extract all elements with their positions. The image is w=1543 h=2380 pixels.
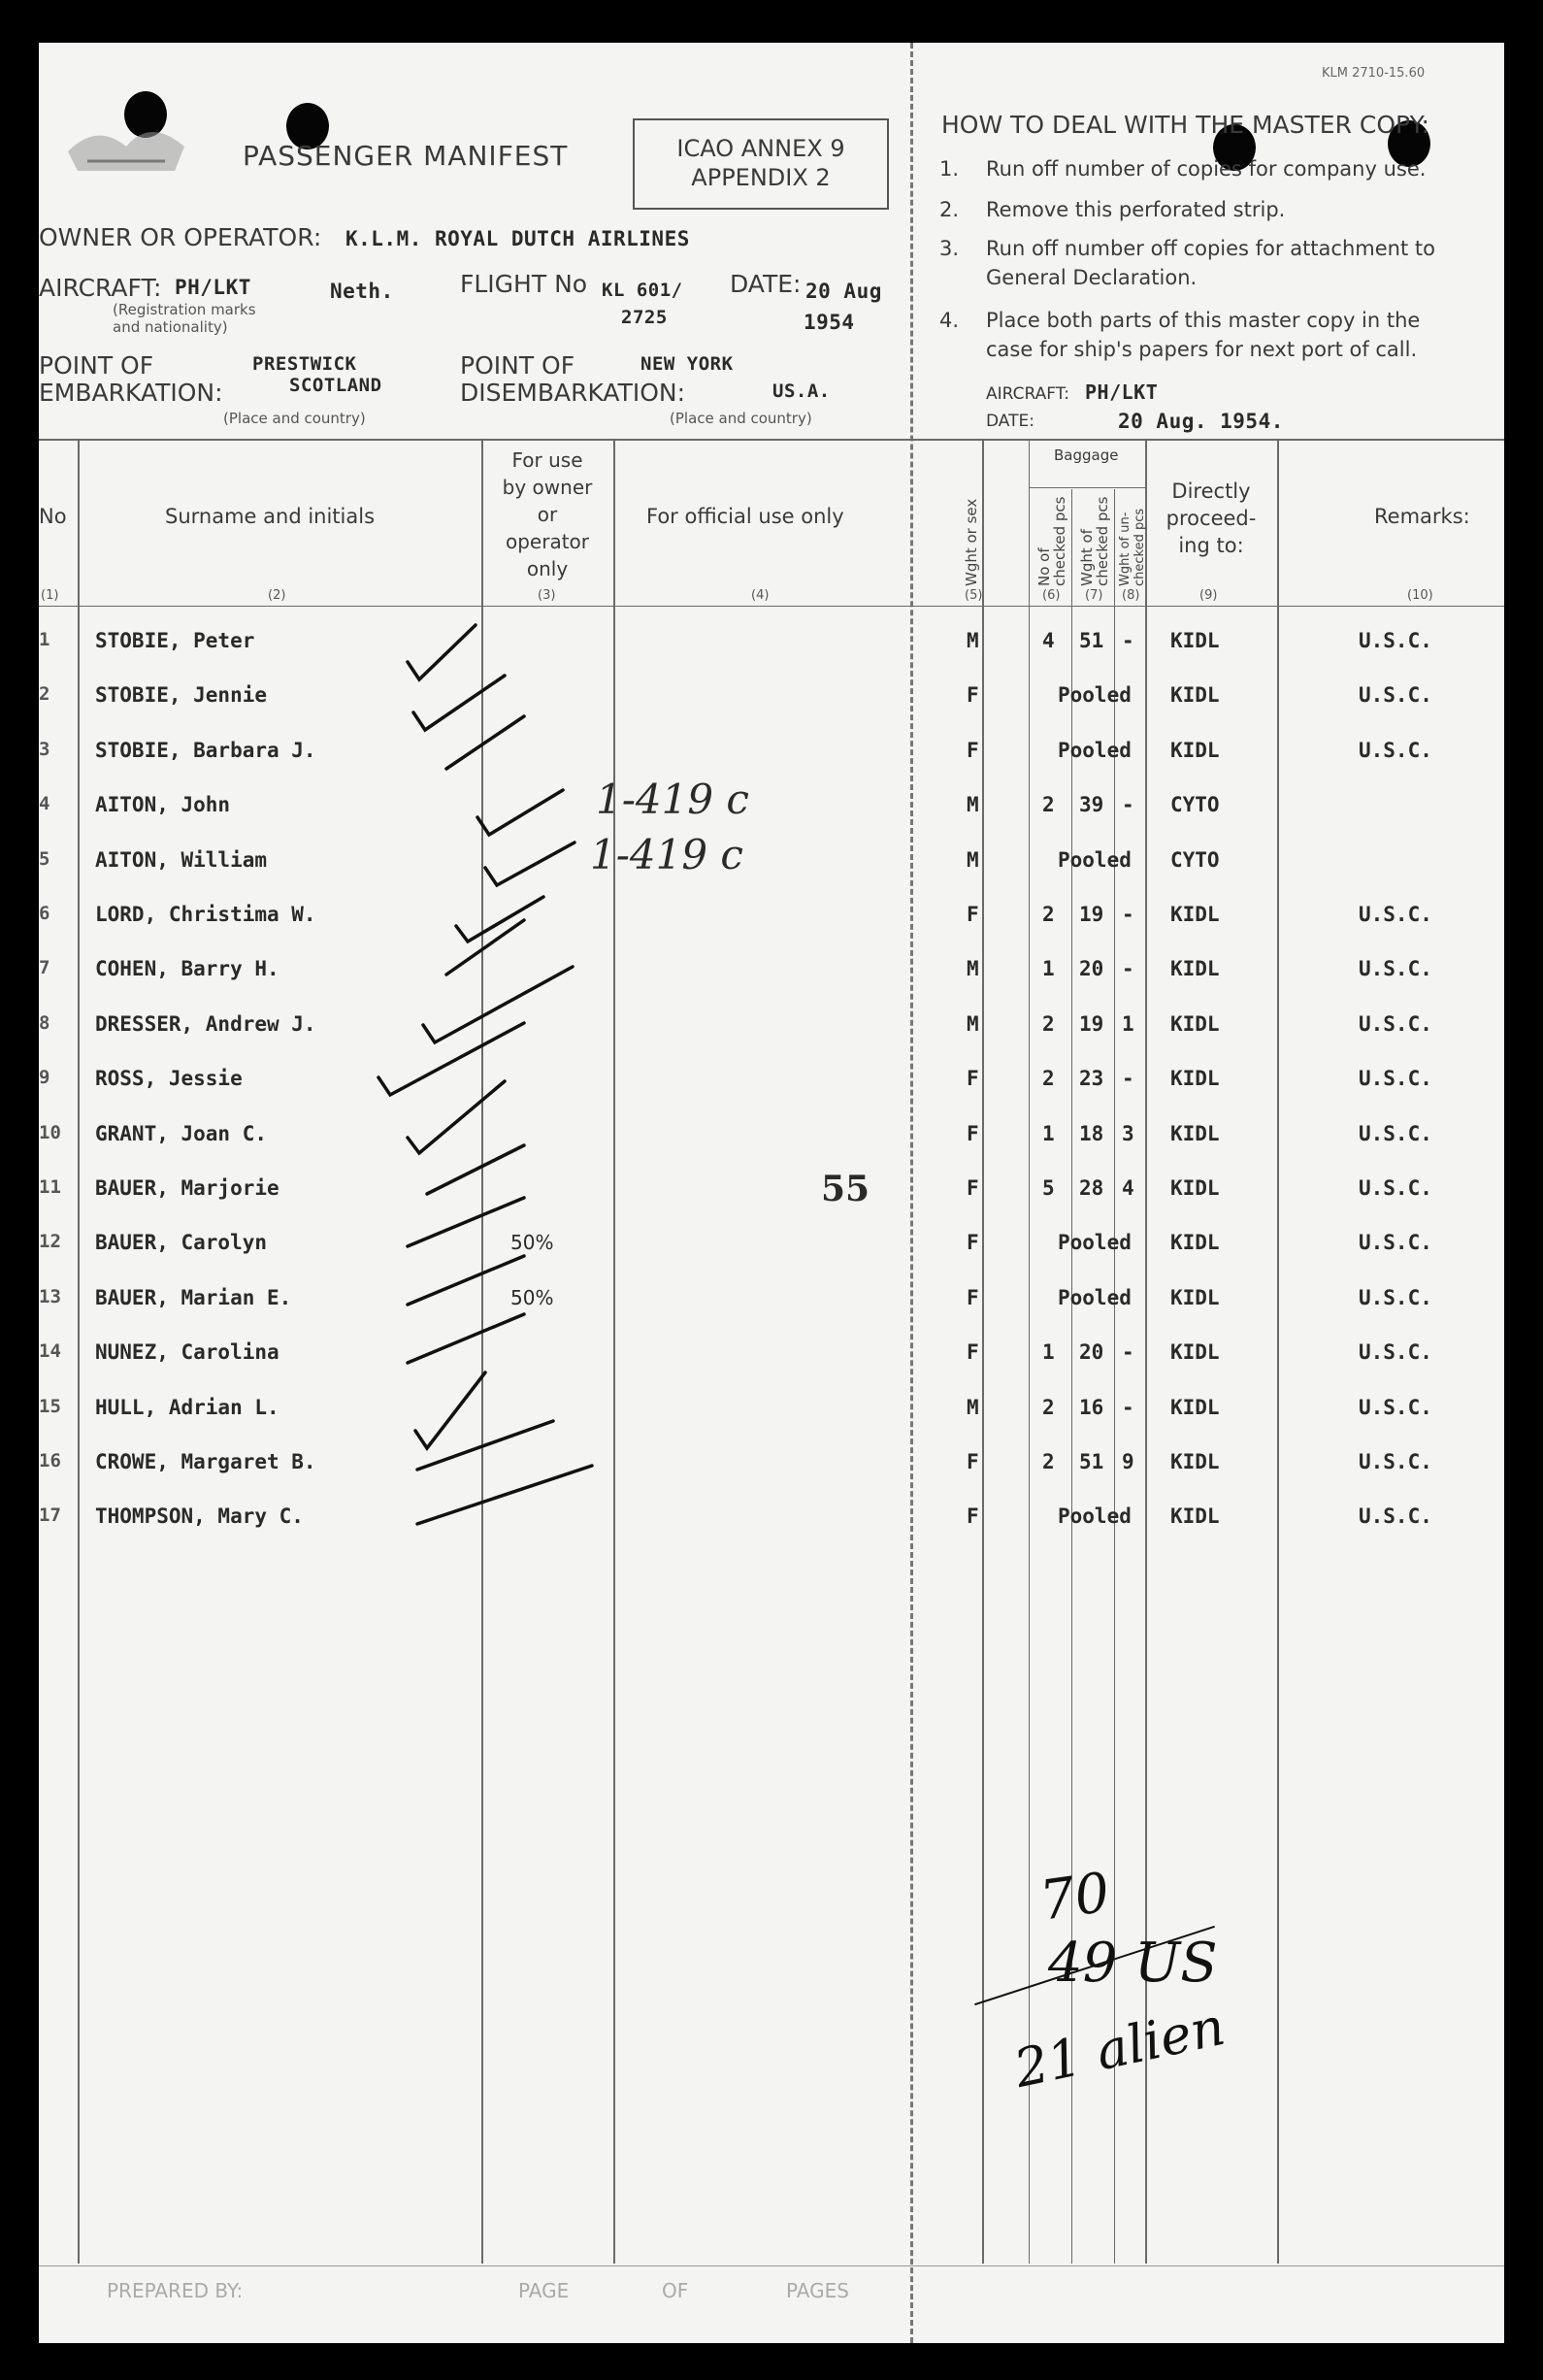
cell-wght: 23: [1079, 1067, 1104, 1090]
cell-remarks: U.S.C.: [1359, 1012, 1432, 1036]
cell-remarks: U.S.C.: [1359, 629, 1432, 652]
cell-pcs: 5: [1042, 1176, 1055, 1200]
cell-name: STOBIE, Barbara J.: [95, 739, 316, 762]
cell-unch: 9: [1122, 1450, 1134, 1473]
cell-dest: KIDL: [1170, 1450, 1220, 1473]
table-bottom-rule: [39, 2265, 1504, 2266]
perforation-line: [910, 43, 913, 2343]
cell-no: 11: [39, 1176, 61, 1198]
cell-pcs: 2: [1042, 1067, 1055, 1090]
col-owner-use: [483, 446, 611, 582]
cell-no: 15: [39, 1396, 61, 1417]
cell-pooled: Pooled: [1058, 848, 1132, 872]
cell-no: 4: [39, 793, 50, 814]
cell-unch: -: [1122, 629, 1134, 652]
cell-sex: M: [967, 848, 979, 872]
cell-pooled: Pooled: [1058, 1231, 1132, 1254]
disembarkation-value-2: US.A.: [772, 380, 831, 402]
baggage-rule: [1029, 487, 1145, 488]
instr-text-3: Run off number off copies for attachment to: [986, 237, 1435, 260]
cell-unch: 1: [1122, 1012, 1134, 1036]
cell-no: 10: [39, 1122, 61, 1143]
cell-remarks: U.S.C.: [1359, 1450, 1432, 1473]
cell-no: 16: [39, 1450, 61, 1471]
cell-sex: M: [967, 1396, 979, 1419]
cell-dest: CYTO: [1170, 848, 1220, 872]
owner-label: OWNER OR OPERATOR:: [39, 223, 322, 251]
col-directly-2: proceed-: [1165, 507, 1257, 530]
instructions-heading: HOW TO DEAL WITH THE MASTER COPY:: [941, 111, 1429, 139]
col-surname: Surname and initials: [165, 505, 376, 528]
embarkation-label: EMBARKATION:: [39, 379, 223, 407]
cell-name: BAUER, Marian E.: [95, 1286, 292, 1309]
col-num-9: (9): [1199, 588, 1218, 603]
cell-remarks: U.S.C.: [1359, 1340, 1432, 1364]
cell-name: ROSS, Jessie: [95, 1067, 243, 1090]
cell-remarks: U.S.C.: [1359, 957, 1432, 980]
cell-dest: KIDL: [1170, 957, 1220, 980]
col-num-4: (4): [751, 588, 770, 603]
cell-sex: F: [967, 1450, 979, 1473]
cell-unch: -: [1122, 1067, 1134, 1090]
cell-sex: F: [967, 903, 979, 926]
cell-wght: 39: [1079, 793, 1104, 816]
cell-no: 14: [39, 1340, 61, 1362]
cell-remarks: U.S.C.: [1359, 1122, 1432, 1145]
cell-no: 7: [39, 957, 50, 978]
disembarkation-label: DISEMBARKATION:: [460, 379, 686, 407]
col-num-7: (7): [1085, 588, 1103, 603]
col-no-checked: [1036, 497, 1067, 586]
pages-label: PAGES: [786, 2279, 849, 2302]
cell-pcs: 2: [1042, 903, 1055, 926]
cell-name: STOBIE, Peter: [95, 629, 255, 652]
cell-dest: KIDL: [1170, 1122, 1220, 1145]
owner-value: K.L.M. ROYAL DUTCH AIRLINES: [345, 227, 690, 250]
cell-official: 1-419 c: [596, 776, 749, 823]
flight-value: KL 601/: [602, 280, 683, 301]
cell-sex: M: [967, 629, 979, 652]
cell-no: 2: [39, 683, 50, 705]
cell-name: GRANT, Joan C.: [95, 1122, 268, 1145]
col-directly-1: Directly: [1171, 479, 1251, 503]
cell-dest: KIDL: [1170, 1340, 1220, 1364]
cell-remarks: U.S.C.: [1359, 1231, 1432, 1254]
col-directly-3: ing to:: [1178, 534, 1244, 557]
cell-sex: F: [967, 1231, 979, 1254]
cell-pooled: Pooled: [1058, 739, 1132, 762]
col-official: For official use only: [646, 505, 844, 528]
cell-pooled: Pooled: [1058, 1286, 1132, 1309]
cell-remarks: U.S.C.: [1359, 1504, 1432, 1528]
cell-dest: KIDL: [1170, 1012, 1220, 1036]
cell-no: 13: [39, 1286, 61, 1307]
cell-name: BAUER, Marjorie: [95, 1176, 279, 1200]
cell-remarks: U.S.C.: [1359, 903, 1432, 926]
cell-dest: KIDL: [1170, 1286, 1220, 1309]
col-directly: [1147, 478, 1275, 559]
col-owner-use-3: or: [537, 503, 558, 526]
col-owner-use-2: by owner: [502, 476, 593, 499]
col-wght-checked-2: checked pcs: [1094, 496, 1111, 586]
col-num-8: (8): [1122, 588, 1140, 603]
page-label: PAGE: [518, 2279, 570, 2302]
col-divider: [1277, 439, 1279, 2264]
instr-aircraft-value: PH/LKT: [1085, 380, 1159, 404]
instr-date-label: DATE:: [986, 412, 1034, 431]
cell-name: NUNEZ, Carolina: [95, 1340, 279, 1364]
cell-sex: F: [967, 1067, 979, 1090]
icao-line-2: APPENDIX 2: [691, 164, 831, 191]
reg-note-2: and nationality): [113, 318, 228, 336]
cell-owner: 50%: [510, 1286, 554, 1309]
instr-text-2: Remove this perforated strip.: [986, 198, 1286, 221]
cell-no: 3: [39, 739, 50, 760]
cell-remarks: U.S.C.: [1359, 1176, 1432, 1200]
cell-no: 17: [39, 1504, 61, 1526]
col-num-1: (1): [41, 588, 59, 603]
cell-wght: 51: [1079, 1450, 1104, 1473]
cell-dest: KIDL: [1170, 683, 1220, 707]
check-marks: [330, 586, 621, 1615]
cell-name: DRESSER, Andrew J.: [95, 1012, 316, 1036]
cell-remarks: U.S.C.: [1359, 1396, 1432, 1419]
cell-pcs: 1: [1042, 1340, 1055, 1364]
col-wght-sex: Wght or sex: [963, 498, 980, 586]
col-divider: [982, 439, 984, 2264]
cell-name: CROWE, Margaret B.: [95, 1450, 316, 1473]
instr-text-3b: General Declaration.: [986, 266, 1198, 289]
col-owner-use-4: operator: [505, 530, 589, 553]
instr-num-3: 3.: [939, 237, 960, 260]
flight-value-2: 2725: [621, 307, 668, 328]
point-of-label-2: POINT OF: [460, 351, 575, 380]
cell-name: HULL, Adrian L.: [95, 1396, 279, 1419]
cell-dest: KIDL: [1170, 1231, 1220, 1254]
cell-pcs: 2: [1042, 1396, 1055, 1419]
icao-line-1: ICAO ANNEX 9: [676, 135, 845, 162]
instr-date-value: 20 Aug. 1954.: [1118, 410, 1284, 433]
cell-remarks: U.S.C.: [1359, 1286, 1432, 1309]
cell-sex: M: [967, 793, 979, 816]
page-title: PASSENGER MANIFEST: [243, 140, 569, 172]
instr-text-4: Place both parts of this master copy in the: [986, 309, 1421, 332]
cell-no: 1: [39, 629, 50, 650]
cell-dest: KIDL: [1170, 1067, 1220, 1090]
cell-no: 5: [39, 848, 50, 870]
cell-dest: KIDL: [1170, 629, 1220, 652]
nationality-value: Neth.: [330, 280, 394, 303]
cell-wght: 51: [1079, 629, 1104, 652]
col-no-checked-1: No of: [1035, 547, 1053, 586]
icao-box: [633, 118, 889, 210]
cell-sex: F: [967, 1286, 979, 1309]
cell-wght: 18: [1079, 1122, 1104, 1145]
cell-sex: F: [967, 683, 979, 707]
col-divider: [1029, 439, 1030, 2264]
cell-official: 1-419 c: [590, 831, 743, 878]
cell-sex: M: [967, 1012, 979, 1036]
embarkation-value-2: SCOTLAND: [289, 375, 382, 396]
cell-name: BAUER, Carolyn: [95, 1231, 268, 1254]
cell-dest: KIDL: [1170, 1176, 1220, 1200]
klm-crown-logo: [58, 103, 194, 181]
aircraft-value: PH/LKT: [175, 276, 251, 299]
cell-wght: 28: [1079, 1176, 1104, 1200]
instr-aircraft-label: AIRCRAFT:: [986, 384, 1069, 404]
cell-unch: 3: [1122, 1122, 1134, 1145]
col-num-6: (6): [1042, 588, 1061, 603]
reg-note-1: (Registration marks: [113, 301, 256, 318]
col-baggage: Baggage: [1054, 446, 1119, 464]
instr-text-1: Run off number of copies for company use.: [986, 157, 1427, 181]
cell-pcs: 2: [1042, 1012, 1055, 1036]
cell-wght: 16: [1079, 1396, 1104, 1419]
col-wght-checked-1: Wght of: [1078, 529, 1096, 586]
cell-name: THOMPSON, Mary C.: [95, 1504, 304, 1528]
instr-num-4: 4.: [939, 309, 960, 332]
cell-name: AITON, John: [95, 793, 231, 816]
col-num-3: (3): [538, 588, 556, 603]
cell-wght: 19: [1079, 903, 1104, 926]
cell-official: 55: [821, 1169, 870, 1209]
col-no-checked-2: checked pcs: [1051, 496, 1068, 586]
cell-wght: 20: [1079, 957, 1104, 980]
cell-pcs: 2: [1042, 793, 1055, 816]
cell-remarks: U.S.C.: [1359, 739, 1432, 762]
embarkation-value-1: PRESTWICK: [252, 353, 357, 375]
cell-remarks: U.S.C.: [1359, 683, 1432, 707]
cell-sex: F: [967, 739, 979, 762]
prepared-by-label: PREPARED BY:: [107, 2279, 244, 2302]
cell-pooled: Pooled: [1058, 1504, 1132, 1528]
cell-sex: F: [967, 1176, 979, 1200]
disembarkation-value-1: NEW YORK: [640, 353, 734, 375]
cell-wght: 20: [1079, 1340, 1104, 1364]
date-label: DATE:: [730, 270, 802, 298]
cell-dest: KIDL: [1170, 1504, 1220, 1528]
cell-name: STOBIE, Jennie: [95, 683, 268, 707]
cell-unch: -: [1122, 1396, 1134, 1419]
cell-dest: CYTO: [1170, 793, 1220, 816]
instr-num-1: 1.: [939, 157, 960, 181]
cell-dest: KIDL: [1170, 903, 1220, 926]
cell-unch: 4: [1122, 1176, 1134, 1200]
date-value-2: 1954: [804, 311, 855, 334]
col-num-10: (10): [1407, 588, 1433, 603]
place-country-note-2: (Place and country): [670, 410, 812, 427]
cell-pcs: 2: [1042, 1450, 1055, 1473]
cell-name: LORD, Christima W.: [95, 903, 316, 926]
cell-unch: -: [1122, 957, 1134, 980]
cell-sex: M: [967, 957, 979, 980]
date-value-1: 20 Aug: [805, 280, 882, 303]
cell-no: 8: [39, 1012, 50, 1034]
of-label: OF: [662, 2279, 689, 2302]
point-of-label: POINT OF: [39, 351, 154, 380]
tally-line-1: 70: [1035, 1861, 1114, 1934]
table-top-rule: [39, 439, 1504, 441]
cell-owner: 50%: [510, 1231, 554, 1254]
aircraft-label: AIRCRAFT:: [39, 274, 162, 302]
table-header-rule: [39, 606, 1504, 607]
col-owner-use-1: For use: [511, 448, 583, 472]
cell-pcs: 1: [1042, 1122, 1055, 1145]
col-no: No: [39, 505, 67, 528]
cell-dest: KIDL: [1170, 739, 1220, 762]
tally-line-2: 49 US: [1048, 1932, 1218, 1995]
cell-sex: F: [967, 1340, 979, 1364]
cell-unch: -: [1122, 903, 1134, 926]
col-owner-use-5: only: [526, 557, 569, 580]
cell-unch: -: [1122, 793, 1134, 816]
cell-no: 6: [39, 903, 50, 924]
cell-remarks: U.S.C.: [1359, 1067, 1432, 1090]
cell-wght: 19: [1079, 1012, 1104, 1036]
cell-dest: KIDL: [1170, 1396, 1220, 1419]
tally-line-3: 21 alien: [1008, 1995, 1231, 2100]
form-code: KLM 2710-15.60: [1322, 66, 1426, 81]
cell-no: 12: [39, 1231, 61, 1252]
place-country-note: (Place and country): [223, 410, 366, 427]
col-remarks: Remarks:: [1374, 505, 1470, 528]
manifest-sheet: [39, 43, 1504, 2343]
col-wght-unchecked: [1118, 509, 1147, 586]
cell-pcs: 4: [1042, 629, 1055, 652]
cell-no: 9: [39, 1067, 50, 1088]
cell-sex: F: [967, 1504, 979, 1528]
cell-pooled: Pooled: [1058, 683, 1132, 707]
col-wght-checked: [1079, 497, 1110, 586]
col-wght-unchecked-1: Wght of un-: [1118, 512, 1133, 586]
cell-sex: F: [967, 1122, 979, 1145]
col-divider: [78, 439, 80, 2264]
col-num-2: (2): [268, 588, 286, 603]
col-num-5: (5): [965, 588, 983, 603]
cell-name: COHEN, Barry H.: [95, 957, 279, 980]
cell-name: AITON, William: [95, 848, 268, 872]
cell-pcs: 1: [1042, 957, 1055, 980]
flight-label: FLIGHT No: [460, 270, 588, 298]
cell-unch: -: [1122, 1340, 1134, 1364]
col-wght-unchecked-2: checked pcs: [1133, 508, 1147, 586]
instr-num-2: 2.: [939, 198, 960, 221]
instr-text-4b: case for ship's papers for next port of call.: [986, 338, 1418, 361]
